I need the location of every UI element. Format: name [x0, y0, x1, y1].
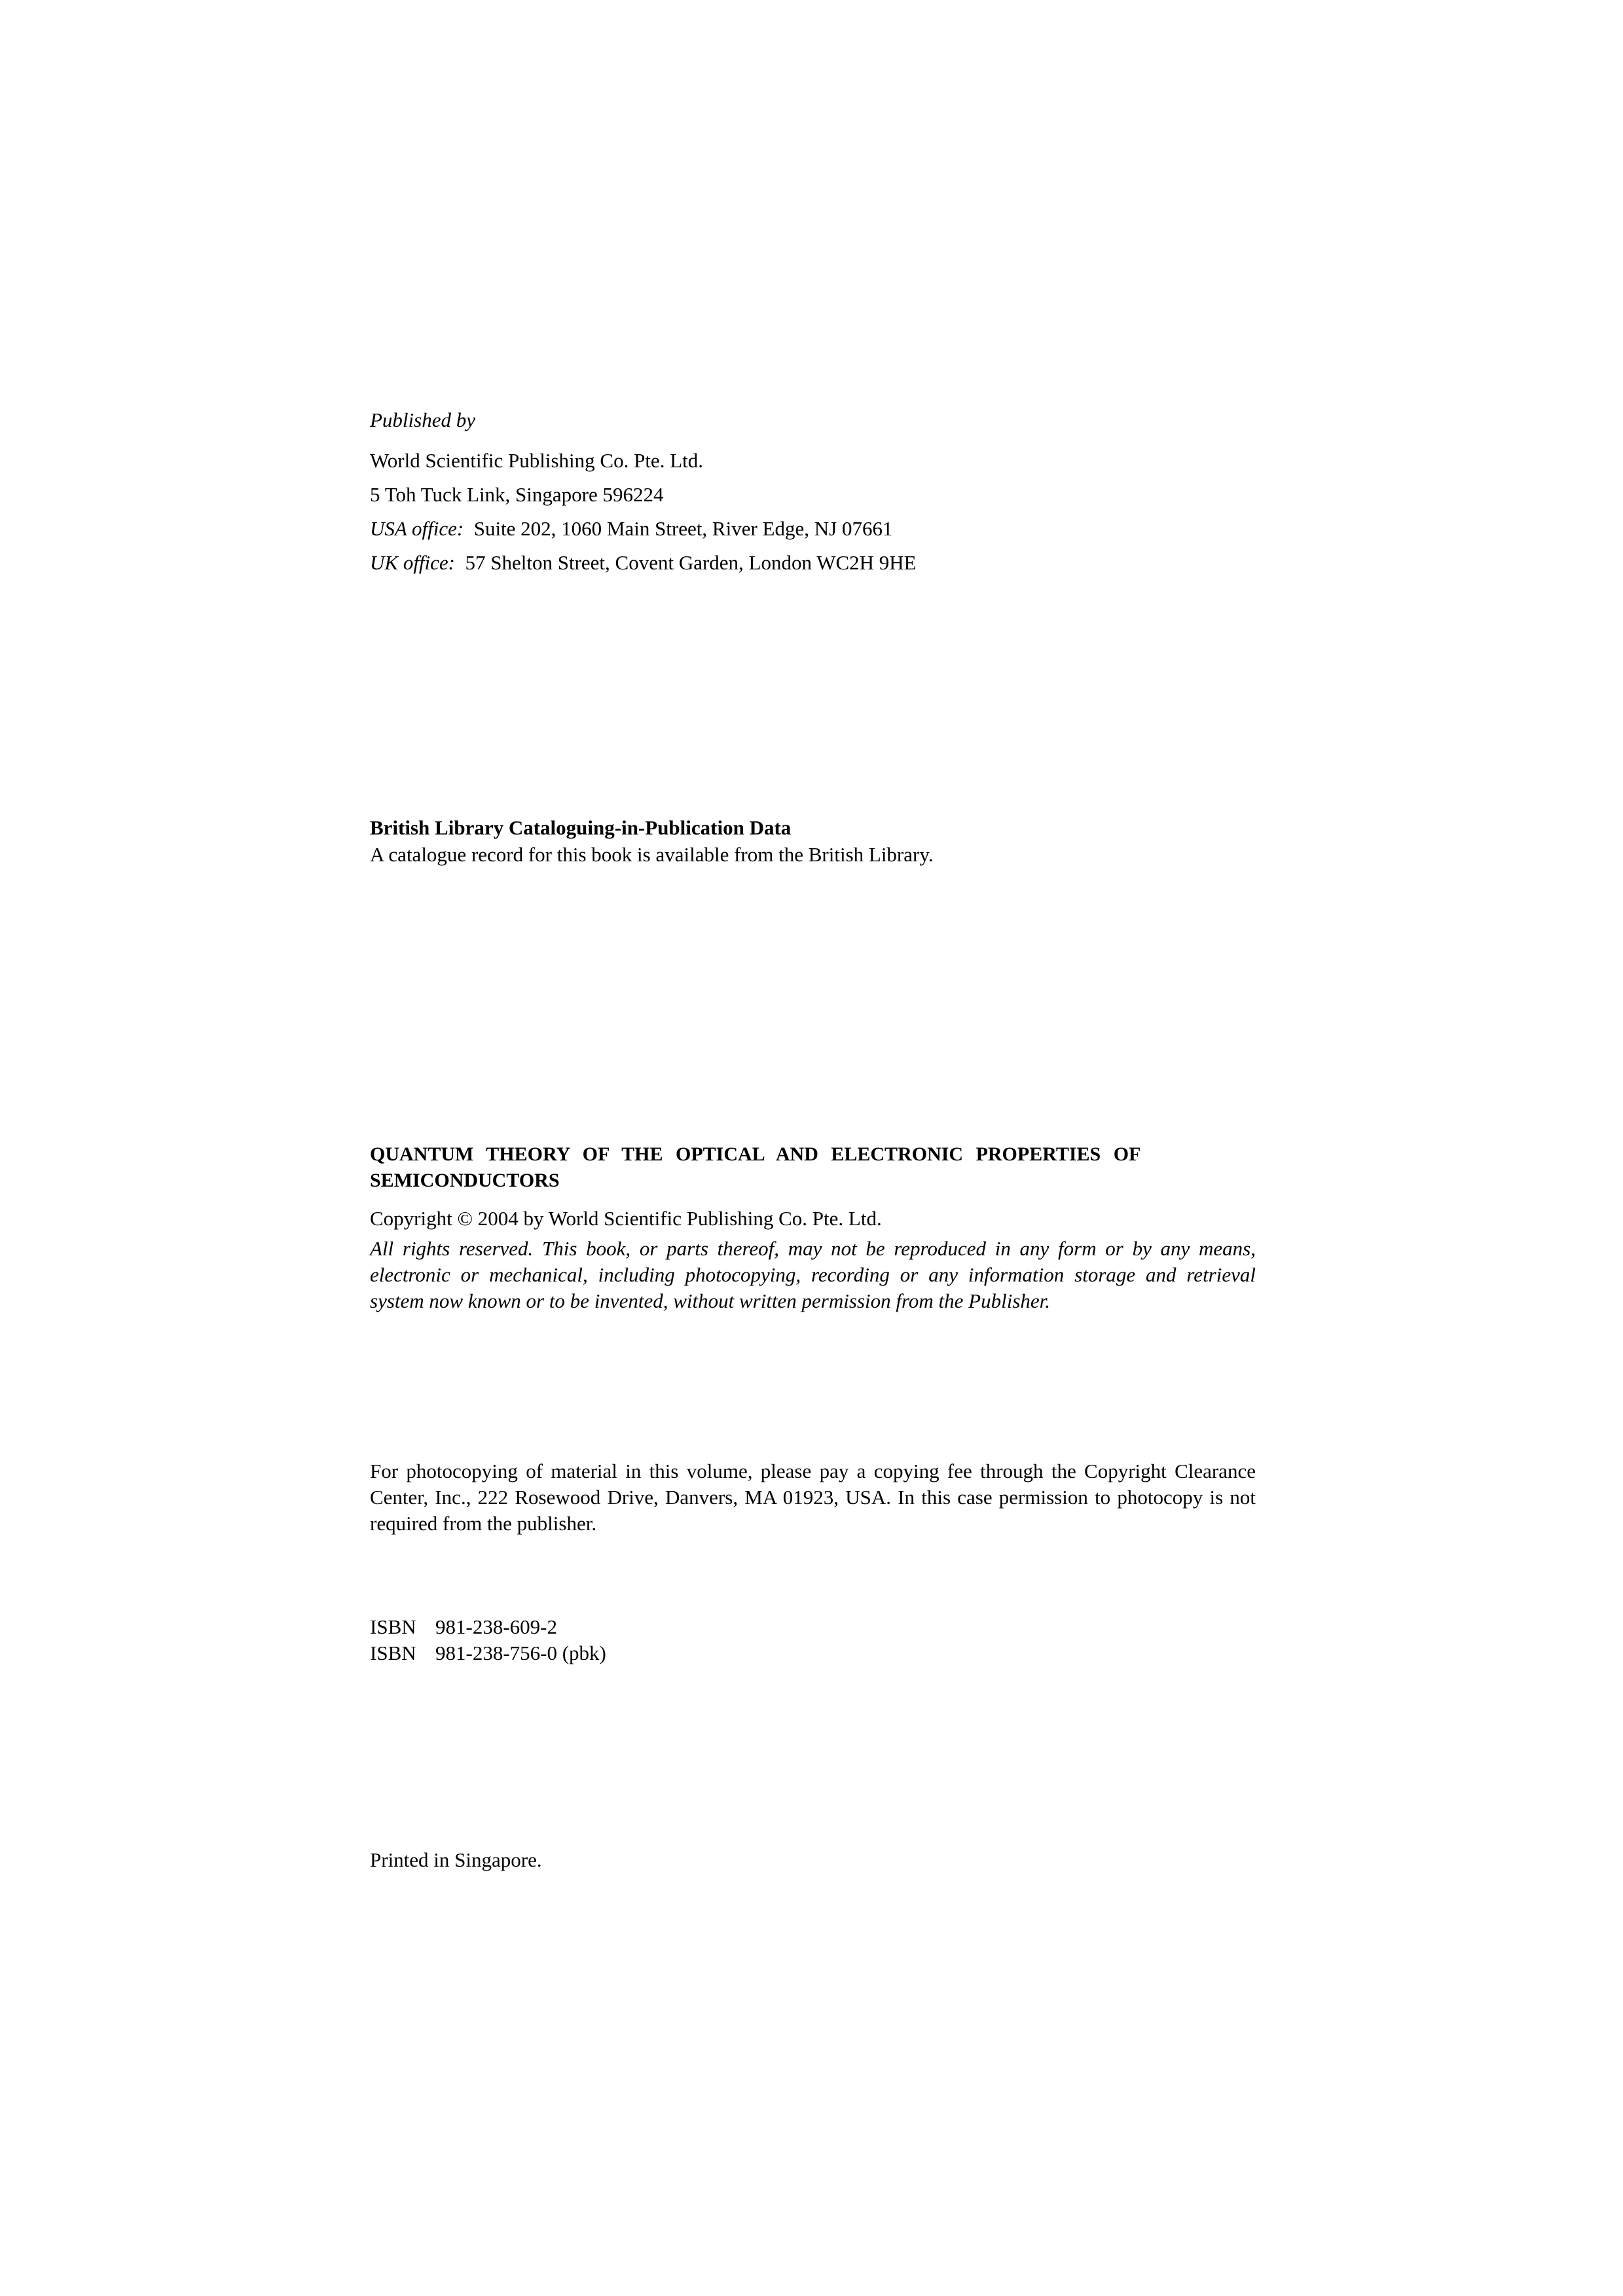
cip-block	[370, 814, 1256, 868]
book-title: QUANTUM THEORY OF THE OPTICAL AND ELECTRONIC PROPERTIES OF SEMICONDUCTORS	[370, 1143, 1140, 1191]
isbn-block	[370, 1614, 1256, 1666]
isbn-line	[370, 1640, 1256, 1666]
publisher-block	[370, 403, 1256, 580]
cip-heading: British Library Cataloguing-in-Publication Data	[370, 816, 792, 839]
usa-office-line	[370, 512, 1256, 546]
uk-office-line	[370, 546, 1256, 580]
uk-office-address: 57 Shelton Street, Covent Garden, London WC2H 9HE	[465, 551, 917, 574]
isbn-line	[370, 1614, 1256, 1640]
title-copyright-block	[370, 1141, 1256, 1314]
photocopy-block	[370, 1458, 1256, 1537]
cip-text: A catalogue record for this book is available from the British Library.	[370, 843, 934, 866]
isbn-value: 981-238-609-2	[435, 1615, 557, 1638]
copyright-notice: Copyright © 2004 by World Scientific Publishing Co. Pte. Ltd.	[370, 1207, 882, 1230]
photocopy-text: For photocopying of material in this volume, please pay a copying fee through the Copyright Clearance Center, Inc., 222 Rosewood Drive, Danvers, MA 01923, USA. In this case permission to photocopy is not required from the publisher.	[370, 1460, 1256, 1535]
isbn-label: ISBN	[370, 1615, 416, 1638]
printed-in-text: Printed in Singapore.	[370, 1848, 542, 1871]
usa-office-label: USA office:	[370, 517, 464, 540]
publisher-name: World Scientific Publishing Co. Pte. Ltd.	[370, 449, 703, 472]
isbn-label: ISBN	[370, 1641, 416, 1664]
publisher-address: 5 Toh Tuck Link, Singapore 596224	[370, 483, 664, 506]
usa-office-address: Suite 202, 1060 Main Street, River Edge, NJ 07661	[473, 517, 893, 540]
uk-office-label: UK office:	[370, 551, 455, 574]
printed-block	[370, 1847, 1256, 1873]
published-by-label: Published by	[370, 408, 475, 431]
isbn-value: 981-238-756-0 (pbk)	[435, 1641, 606, 1664]
rights-statement: All rights reserved. This book, or parts thereof, may not be reproduced in any form or by any means, electronic or mechanical, including photocopying, recording or any information storage and retrieval system now known or to be invented, without written permission from the Publisher.	[370, 1237, 1256, 1312]
